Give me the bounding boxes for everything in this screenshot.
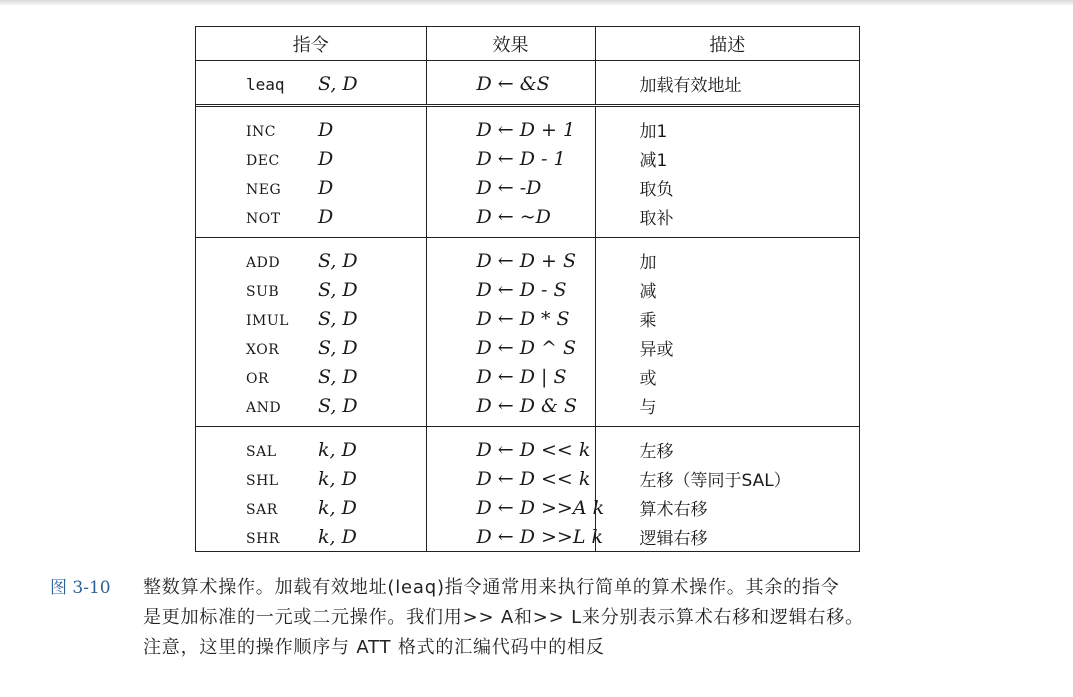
effect-cell: D ← D << k: [426, 464, 595, 493]
description-cell: 加: [595, 238, 859, 276]
instruction-cell: [196, 304, 426, 333]
opcode: DEC: [246, 152, 280, 169]
table-row: [196, 522, 859, 551]
header-effect: 效果: [426, 27, 595, 61]
effect-cell: D ← D * S: [426, 304, 595, 333]
instruction-cell: [196, 427, 426, 465]
effect-cell: D ← D ^ S: [426, 333, 595, 362]
table-row: [196, 61, 859, 106]
effect-cell: D ← D + S: [426, 238, 595, 276]
table-row: [196, 362, 859, 391]
opcode: SAR: [246, 501, 278, 518]
opcode: SHL: [246, 472, 279, 489]
operands: S, D: [318, 307, 358, 330]
description-cell: 加1: [595, 106, 859, 145]
operands: S, D: [318, 249, 358, 272]
instruction-cell: [196, 493, 426, 522]
description-cell: 取补: [595, 202, 859, 238]
operands: k, D: [318, 467, 357, 490]
table-row: [196, 333, 859, 362]
opcode: IMUL: [246, 312, 289, 329]
opcode: SAL: [246, 443, 277, 460]
scan-top-edge: [0, 0, 1073, 6]
figure-label: 图 3-10: [50, 578, 111, 598]
opcode: leaq: [246, 74, 285, 94]
instruction-cell: [196, 275, 426, 304]
instruction-cell: [196, 61, 426, 106]
operands: k, D: [318, 438, 357, 461]
operands: S, D: [318, 394, 358, 417]
caption-line: 注意，这里的操作顺序与 ATT 格式的汇编代码中的相反: [143, 637, 605, 658]
opcode: SUB: [246, 283, 280, 300]
opcode: ADD: [246, 254, 281, 271]
table-row: [196, 275, 859, 304]
table-row: [196, 391, 859, 427]
instruction-cell: [196, 333, 426, 362]
table-row: [196, 304, 859, 333]
table-row: [196, 144, 859, 173]
effect-cell: D ← &S: [426, 61, 595, 106]
operands: S, D: [318, 336, 358, 359]
effect-cell: D ← D << k: [426, 427, 595, 465]
instruction-cell: [196, 173, 426, 202]
instruction-cell: [196, 362, 426, 391]
effect-cell: D ← D | S: [426, 362, 595, 391]
instruction-cell: [196, 522, 426, 551]
opcode: NOT: [246, 210, 281, 227]
effect-cell: D ← D - 1: [426, 144, 595, 173]
operands: k, D: [318, 496, 357, 519]
table-row: [196, 464, 859, 493]
instruction-cell: [196, 238, 426, 276]
description-cell: 减: [595, 275, 859, 304]
operands: D: [318, 176, 334, 199]
opcode: SHR: [246, 530, 280, 547]
table-row: [196, 173, 859, 202]
table-row: [196, 493, 859, 522]
effect-cell: D ← D >>A k: [426, 493, 595, 522]
effect-cell: D ← D >>L k: [426, 522, 595, 551]
description-cell: 或: [595, 362, 859, 391]
instruction-cell: [196, 144, 426, 173]
header-description: 描述: [595, 27, 859, 61]
description-cell: 加载有效地址: [595, 61, 859, 106]
operands: k, D: [318, 525, 357, 548]
table-row: [196, 202, 859, 238]
description-cell: 乘: [595, 304, 859, 333]
table-row: [196, 427, 859, 465]
description-cell: 左移（等同于SAL）: [595, 464, 859, 493]
table-row: [196, 238, 859, 276]
effect-cell: D ← D & S: [426, 391, 595, 427]
header-instruction: 指令: [196, 27, 426, 61]
operands: D: [318, 118, 334, 141]
description-cell: 减1: [595, 144, 859, 173]
effect-cell: D ← D + 1: [426, 106, 595, 145]
operands: S, D: [318, 365, 358, 388]
caption-line: 是更加标准的一元或二元操作。我们用>> A和>> L来分别表示算术右移和逻辑右移。: [143, 607, 864, 628]
description-cell: 左移: [595, 427, 859, 465]
table-header-row: [196, 27, 859, 61]
effect-cell: D ← -D: [426, 173, 595, 202]
instruction-cell: [196, 464, 426, 493]
description-cell: 取负: [595, 173, 859, 202]
opcode: AND: [246, 399, 282, 416]
description-cell: 算术右移: [595, 493, 859, 522]
caption-line: 整数算术操作。加载有效地址(leaq)指令通常用来执行简单的算术操作。其余的指令: [143, 577, 840, 598]
instruction-cell: [196, 202, 426, 238]
operands: D: [318, 147, 334, 170]
operands: S, D: [318, 278, 358, 301]
description-cell: 异或: [595, 333, 859, 362]
operands: D: [318, 205, 334, 228]
table-row: [196, 106, 859, 145]
instruction-cell: [196, 106, 426, 145]
effect-cell: D ← ~D: [426, 202, 595, 238]
instruction-cell: [196, 391, 426, 427]
description-cell: 与: [595, 391, 859, 427]
arithmetic-instructions-table: [195, 26, 860, 552]
effect-cell: D ← D - S: [426, 275, 595, 304]
opcode: XOR: [246, 341, 280, 358]
operands: S, D: [318, 72, 358, 95]
description-cell: 逻辑右移: [595, 522, 859, 551]
opcode: INC: [246, 123, 276, 140]
caption-text: [143, 573, 1023, 663]
opcode: OR: [246, 370, 270, 387]
opcode: NEG: [246, 181, 282, 198]
